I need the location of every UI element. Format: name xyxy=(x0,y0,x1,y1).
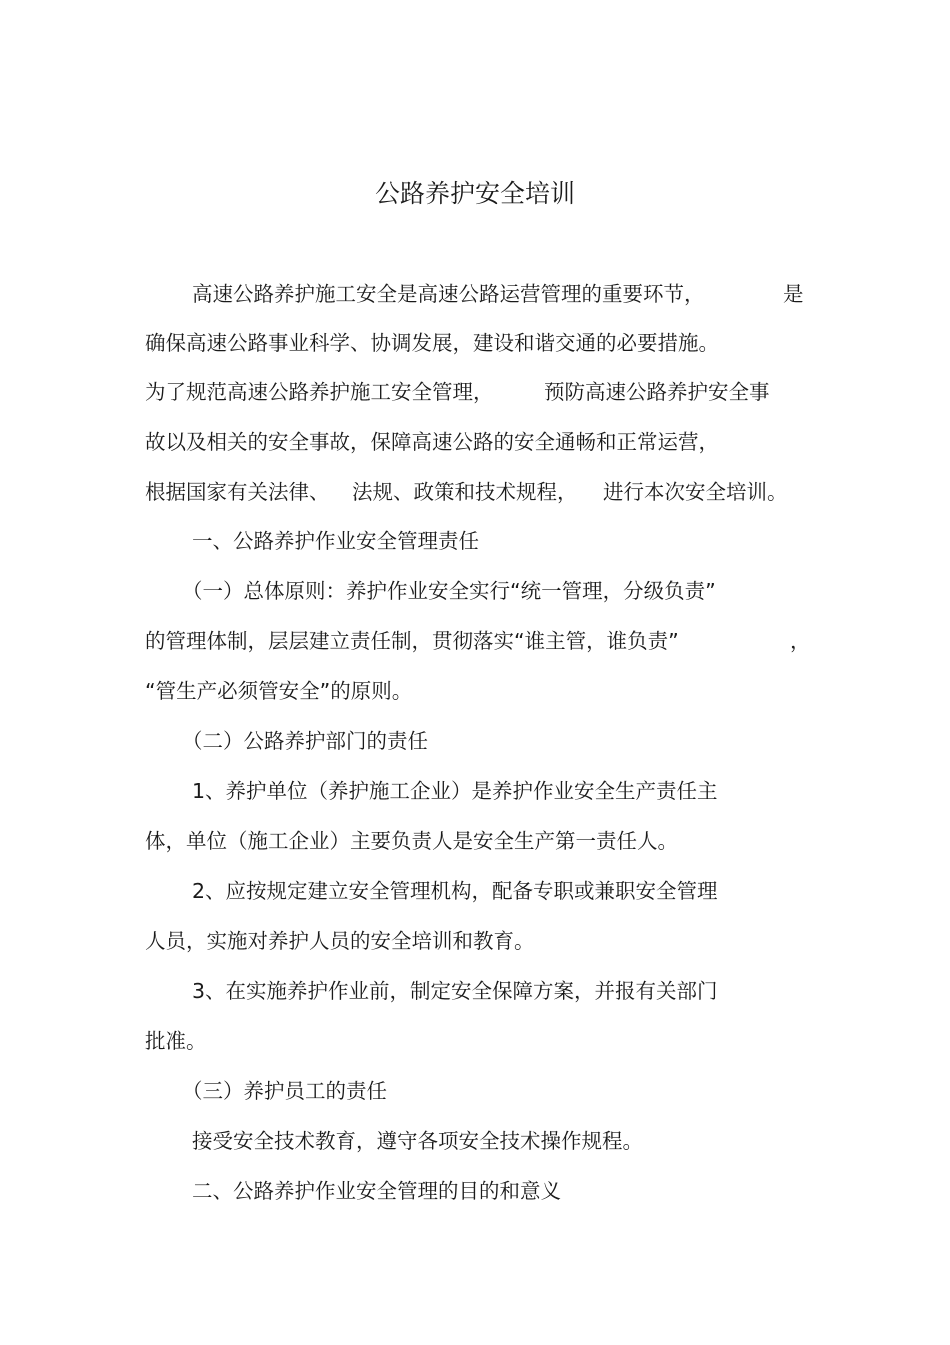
paragraph-line: 接受安全技术教育，遵守各项安全技术操作规程。 xyxy=(192,1129,643,1153)
paragraph-line: 法规、政策和技术规程， xyxy=(352,480,578,504)
paragraph-line-end: 是 xyxy=(783,282,804,306)
paragraph-line: 批准。 xyxy=(145,1029,207,1053)
paragraph-line-end: ， xyxy=(790,629,811,653)
paragraph-line: 人员，实施对养护人员的安全培训和教育。 xyxy=(145,929,535,953)
paragraph-line: （一）总体原则：养护作业安全实行“统一管理，分级负责” xyxy=(182,579,716,603)
paragraph-line: 3、在实施养护作业前，制定安全保障方案，并报有关部门 xyxy=(192,979,718,1003)
section-heading: 二、公路养护作业安全管理的目的和意义 xyxy=(192,1179,561,1203)
subsection-heading: （三）养护员工的责任 xyxy=(182,1079,387,1103)
paragraph-line: 体，单位（施工企业）主要负责人是安全生产第一责任人。 xyxy=(145,829,678,853)
subsection-heading: （二）公路养护部门的责任 xyxy=(182,729,428,753)
paragraph-line: 根据国家有关法律、 xyxy=(145,480,330,504)
paragraph-line: 进行本次安全培训。 xyxy=(603,480,788,504)
paragraph-line: 为了规范高速公路养护施工安全管理， xyxy=(145,380,494,404)
paragraph-line: 确保高速公路事业科学、协调发展，建设和谐交通的必要措施。 xyxy=(145,331,719,355)
paragraph-line: 1、养护单位（养护施工企业）是养护作业安全生产责任主 xyxy=(192,779,718,803)
paragraph-line: 2、应按规定建立安全管理机构，配备专职或兼职安全管理 xyxy=(192,879,718,903)
paragraph-line: 预防高速公路养护安全事 xyxy=(544,380,770,404)
document-title: 公路养护安全培训 xyxy=(374,179,575,208)
paragraph-line: 的管理体制，层层建立责任制，贯彻落实“谁主管，谁负责” xyxy=(145,629,679,653)
paragraph-line: “管生产必须管安全”的原则。 xyxy=(145,679,413,703)
paragraph-line: 故以及相关的安全事故，保障高速公路的安全通畅和正常运营， xyxy=(145,430,719,454)
section-heading: 一、公路养护作业安全管理责任 xyxy=(192,529,479,553)
paragraph-line: 高速公路养护施工安全是高速公路运营管理的重要环节， xyxy=(192,282,705,306)
